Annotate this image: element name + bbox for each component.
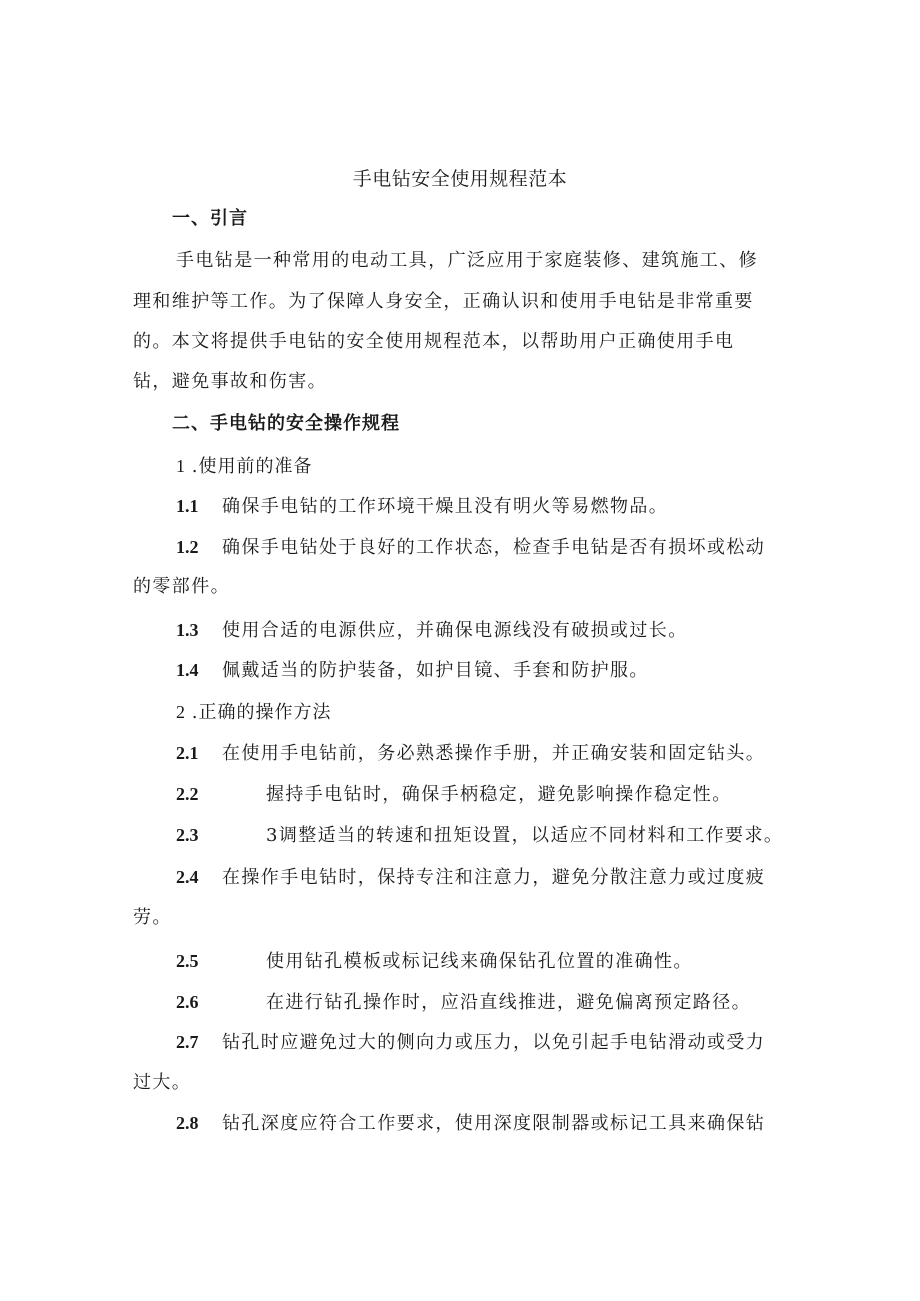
- rule-number: 2.6: [176, 992, 199, 1012]
- subsection-title: .使用前的准备: [191, 456, 313, 477]
- rule-text: 3调整适当的转速和扭矩设置，以适应不同材料和工作要求。: [266, 825, 784, 846]
- rule-text-continued: 过大。: [133, 1072, 192, 1093]
- rule-text: 佩戴适当的防护装备，如护目镜、手套和防护服。: [222, 660, 649, 681]
- rule-text: 在进行钻孔操作时，应沿直线推进，避免偏离预定路径。: [266, 992, 751, 1013]
- rule-number: 2.2: [176, 784, 199, 804]
- rule-number: 1.1: [176, 496, 199, 516]
- rule-number: 2.5: [176, 951, 199, 971]
- rule-number: 2.1: [176, 743, 199, 763]
- rule-number: 2.8: [176, 1113, 199, 1133]
- rule-item: [176, 949, 693, 974]
- subsection-heading-operation: [176, 700, 331, 725]
- rule-text-continued: 的零部件。: [133, 576, 230, 597]
- subsection-number: 1: [176, 456, 185, 476]
- rule-number: 2.4: [176, 867, 199, 887]
- subsection-number: 2: [176, 702, 185, 722]
- rule-text: 使用合适的电源供应，并确保电源线没有破损或过长。: [222, 620, 688, 641]
- rule-item: [176, 865, 765, 890]
- rule-number: 1.3: [176, 620, 199, 640]
- rule-number: 2.3: [176, 825, 199, 845]
- rule-number: 1.4: [176, 660, 199, 680]
- rule-text: 钻孔深度应符合工作要求，使用深度限制器或标记工具来确保钻: [222, 1113, 766, 1134]
- rule-text: 确保手电钻处于良好的工作状态，检查手电钻是否有损坏或松动: [222, 537, 766, 558]
- rule-text: 确保手电钻的工作环境干燥且没有明火等易燃物品。: [222, 496, 669, 517]
- intro-paragraph-line: 理和维护等工作。为了保障人身安全，正确认识和使用手电钻是非常重要: [133, 291, 754, 312]
- rule-item: [176, 823, 783, 848]
- rule-text: 在操作手电钻时，保持专注和注意力，避免分散注意力或过度疲: [222, 867, 766, 888]
- subsection-title: .正确的操作方法: [191, 702, 332, 723]
- rule-text: 握持手电钻时，确保手柄稳定，避免影响操作稳定性。: [266, 784, 732, 805]
- rule-item: [176, 658, 649, 683]
- rule-item: [176, 782, 732, 807]
- section-heading-rules: 二、手电钻的安全操作规程: [172, 413, 400, 434]
- rule-item: [176, 1030, 765, 1055]
- rule-text: 在使用手电钻前，务必熟悉操作手册，并正确安装和固定钻头。: [222, 743, 766, 764]
- rule-item: [176, 535, 765, 560]
- rule-number: 2.7: [176, 1032, 199, 1052]
- intro-paragraph-line: 钻，避免事故和伤害。: [133, 371, 327, 392]
- rule-text-continued: 劳。: [133, 907, 172, 928]
- rule-number: 1.2: [176, 537, 199, 557]
- rule-item: [176, 618, 688, 643]
- rule-item: [176, 1111, 765, 1136]
- rule-item: [176, 741, 765, 766]
- rule-item: [176, 494, 668, 519]
- subsection-heading-preparation: [176, 454, 312, 479]
- intro-paragraph-line: 手电钻是一种常用的电动工具，广泛应用于家庭装修、建筑施工、修: [176, 250, 758, 271]
- rule-item: [176, 990, 751, 1015]
- document-title: 手电钻安全使用规程范本: [352, 168, 568, 190]
- intro-paragraph-line: 的。本文将提供手电钻的安全使用规程范本，以帮助用户正确使用手电: [133, 331, 735, 352]
- section-heading-intro: 一、引言: [172, 208, 248, 229]
- rule-text: 钻孔时应避免过大的侧向力或压力，以免引起手电钻滑动或受力: [222, 1032, 766, 1053]
- rule-text: 使用钻孔模板或标记线来确保钻孔位置的准确性。: [266, 951, 693, 972]
